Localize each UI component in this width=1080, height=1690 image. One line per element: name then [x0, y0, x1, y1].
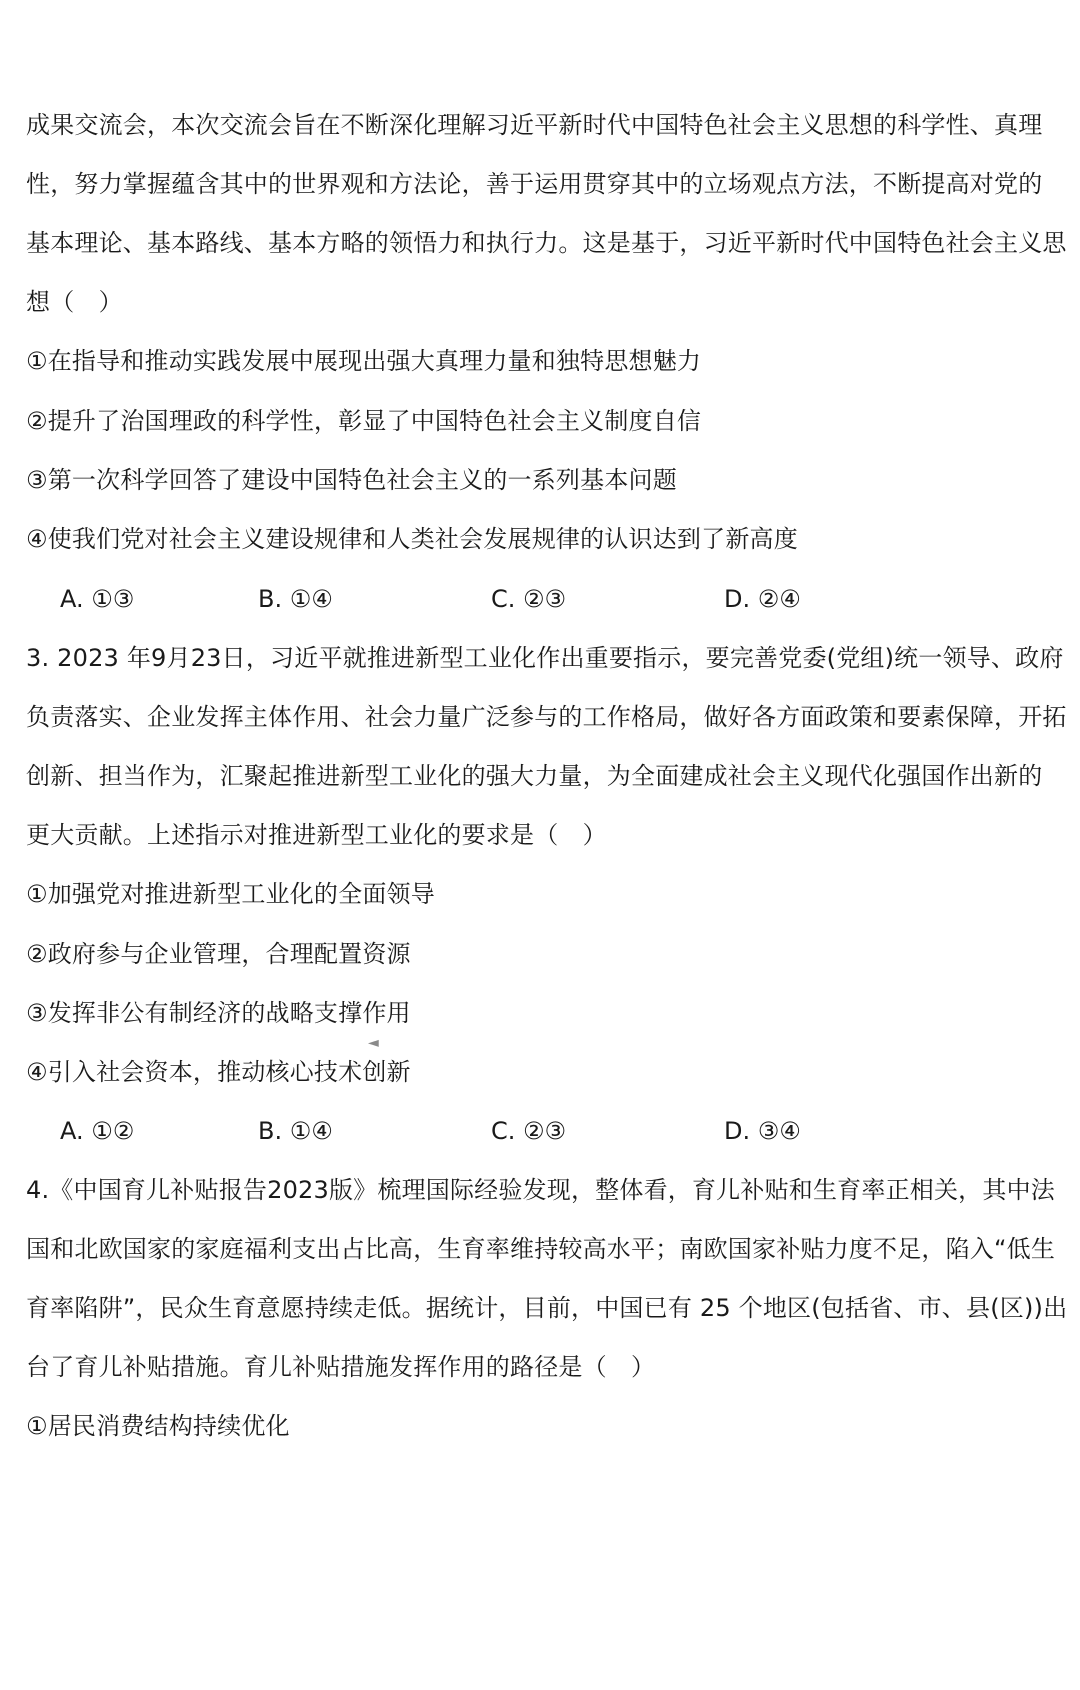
statement-item: ③发挥非公有制经济的战略支撑作用	[26, 999, 411, 1027]
question-3-line: 3. 2023 年9月23日，习近平就推进新型工业化作出重要指示，要完善党委(党组)统一领导、政府	[26, 644, 1064, 672]
statement-item: ①在指导和推动实践发展中展现出强大真理力量和独特思想魅力	[26, 347, 702, 375]
option-a: A. ①③	[60, 585, 135, 613]
passage-line: 想（ ）	[26, 288, 123, 316]
statement-item: ④引入社会资本，推动核心技术创新	[26, 1058, 411, 1086]
passage-line: 成果交流会，本次交流会旨在不断深化理解习近平新时代中国特色社会主义思想的科学性、真理	[26, 111, 1043, 139]
option-d: D. ③④	[724, 1117, 801, 1145]
option-b: B. ①④	[258, 1117, 333, 1145]
statement-item: ④使我们党对社会主义建设规律和人类社会发展规律的认识达到了新高度	[26, 525, 798, 553]
question-3-line: 负责落实、企业发挥主体作用、社会力量广泛参与的工作格局，做好各方面政策和要素保障，开拓	[26, 703, 1067, 731]
option-c: C. ②③	[491, 1117, 567, 1145]
answer-options	[60, 582, 1060, 616]
passage-line: 基本理论、基本路线、基本方略的领悟力和执行力。这是基于，习近平新时代中国特色社会主义思	[26, 229, 1067, 257]
statement-item: ②提升了治国理政的科学性，彰显了中国特色社会主义制度自信	[26, 407, 702, 435]
question-4-line: 育率陷阱”，民众生育意愿持续走低。据统计，目前，中国已有 25 个地区(包括省、市、县(区))出	[26, 1294, 1068, 1322]
option-d: D. ②④	[724, 585, 801, 613]
statement-item: ②政府参与企业管理，合理配置资源	[26, 940, 411, 968]
statement-item: ③第一次科学回答了建设中国特色社会主义的一系列基本问题	[26, 466, 677, 494]
scan-mark: ◄	[368, 1035, 379, 1051]
question-3-line: 更大贡献。上述指示对推进新型工业化的要求是（ ）	[26, 821, 607, 849]
option-a: A. ①②	[60, 1117, 135, 1145]
question-4-line: 国和北欧国家的家庭福利支出占比高，生育率维持较高水平；南欧国家补贴力度不足，陷入“低生	[26, 1235, 1056, 1263]
statement-item: ①加强党对推进新型工业化的全面领导	[26, 880, 435, 908]
passage-line: 性，努力掌握蕴含其中的世界观和方法论，善于运用贯穿其中的立场观点方法，不断提高对党的	[26, 170, 1043, 198]
option-c: C. ②③	[491, 585, 567, 613]
statement-item: ①居民消费结构持续优化	[26, 1412, 290, 1440]
question-3-line: 创新、担当作为，汇聚起推进新型工业化的强大力量，为全面建成社会主义现代化强国作出新的	[26, 762, 1043, 790]
option-b: B. ①④	[258, 585, 333, 613]
question-4-line: 4.《中国育儿补贴报告2023版》梳理国际经验发现，整体看，育儿补贴和生育率正相关，其中法	[26, 1176, 1055, 1204]
question-4-line: 台了育儿补贴措施。育儿补贴措施发挥作用的路径是（ ）	[26, 1353, 656, 1381]
answer-options	[60, 1114, 1060, 1148]
